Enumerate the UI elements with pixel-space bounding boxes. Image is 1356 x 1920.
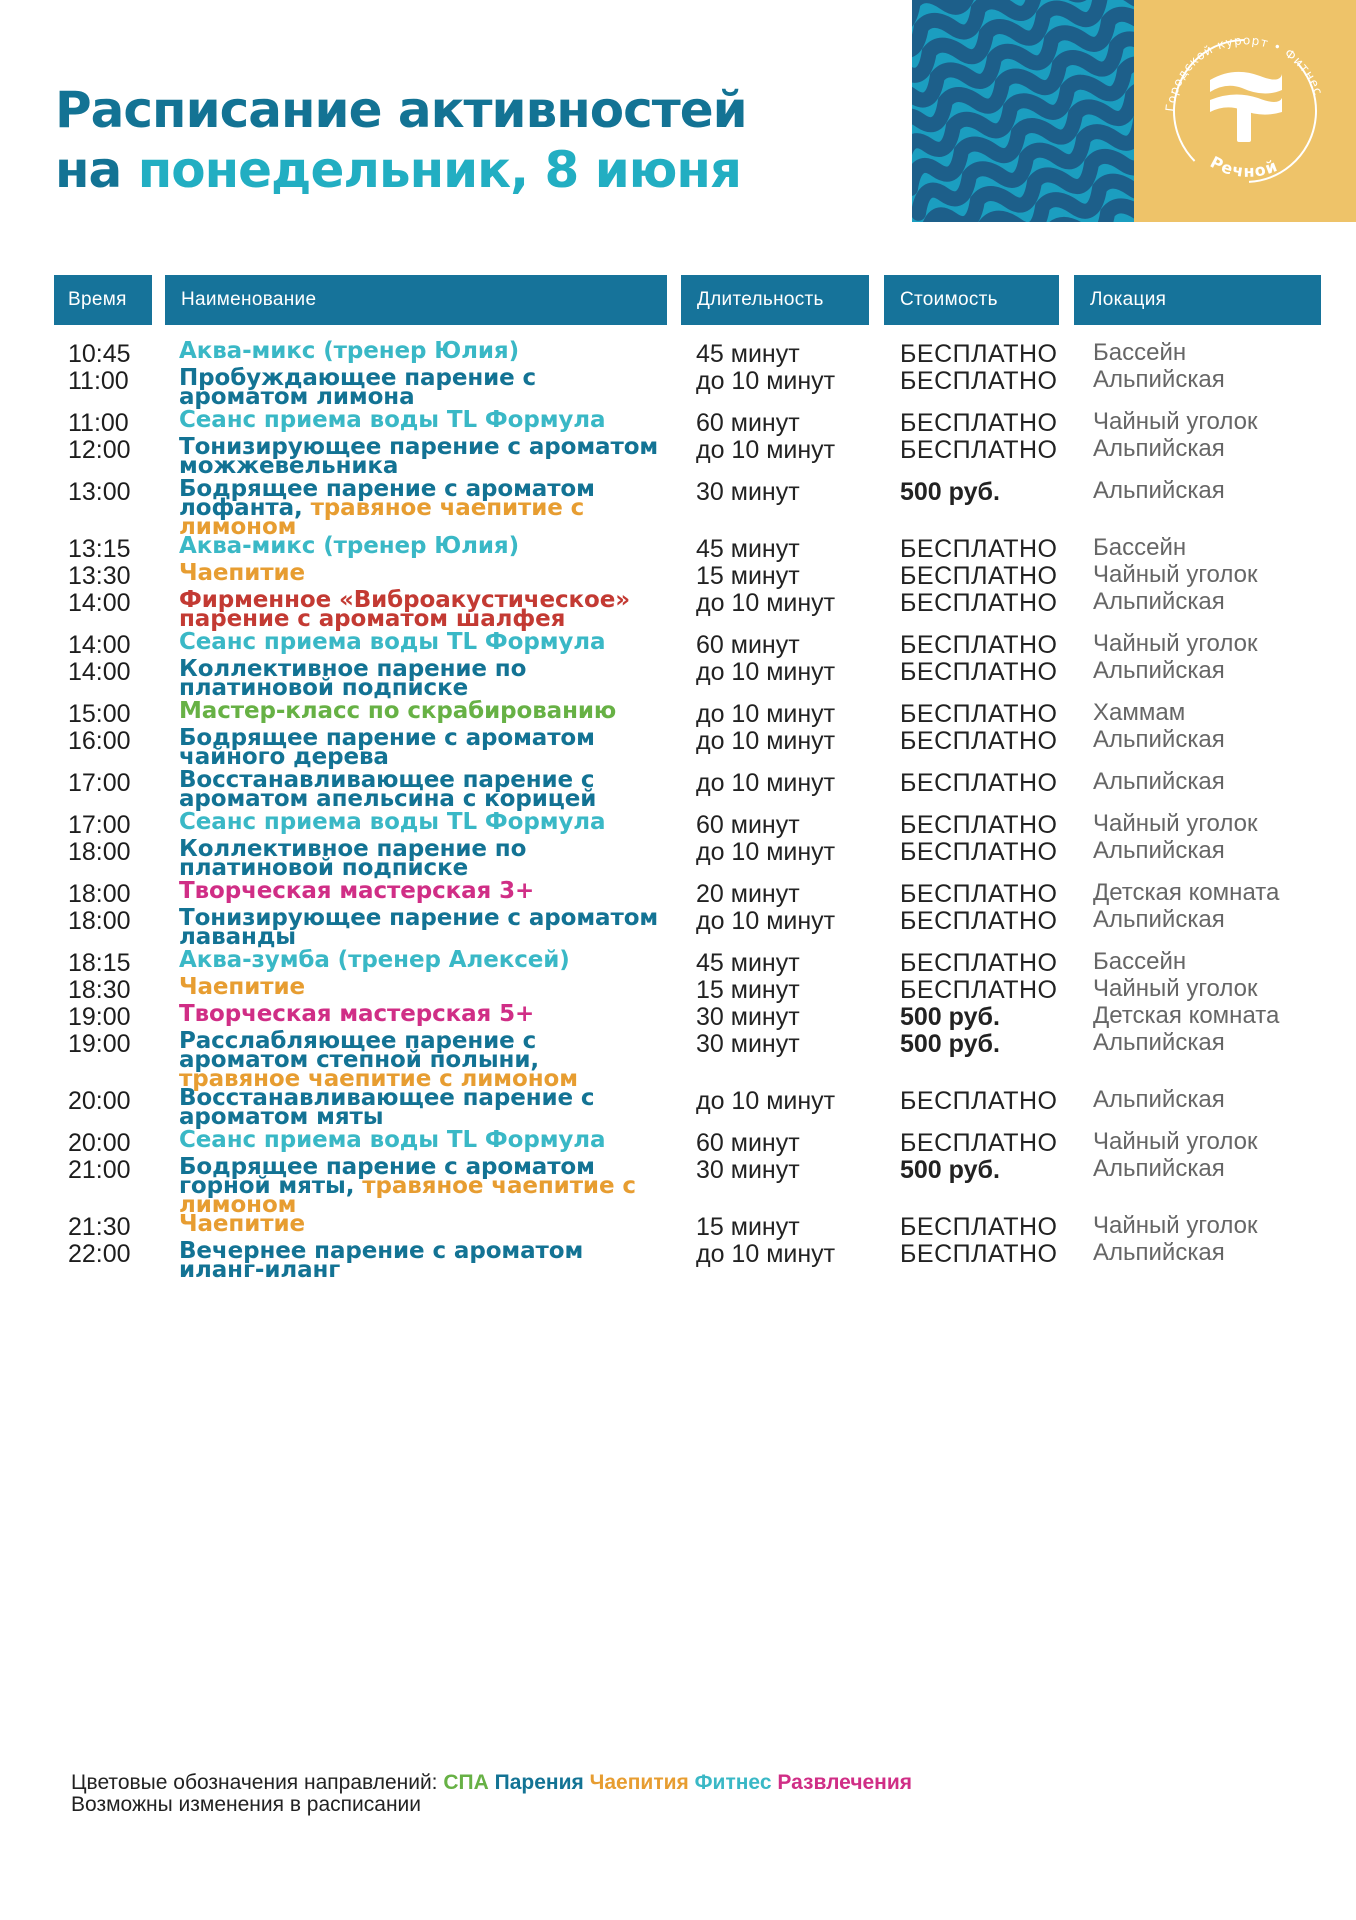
activity-name-part: Аква-микс (тренер Юлия) bbox=[179, 533, 520, 559]
legend-prefix: Цветовые обозначения направлений: bbox=[71, 1771, 444, 1794]
column-header-name: Наименование bbox=[165, 275, 667, 325]
row-location: Альпийская bbox=[1093, 435, 1225, 462]
row-duration: 45 минут bbox=[696, 535, 800, 563]
row-time: 11:00 bbox=[68, 367, 129, 395]
row-activity-name bbox=[179, 587, 659, 632]
row-time: 12:00 bbox=[68, 436, 131, 464]
row-duration: до 10 минут bbox=[696, 589, 836, 617]
table-row bbox=[54, 476, 1321, 540]
title-date: 8 июня bbox=[544, 141, 742, 199]
row-duration: 45 минут bbox=[696, 949, 800, 977]
brand-logo-icon bbox=[1134, 0, 1356, 222]
table-row bbox=[54, 1212, 1321, 1239]
table-row bbox=[54, 1154, 1321, 1218]
activity-name-part: травяное чаепитие с лимоном bbox=[179, 495, 585, 540]
table-row bbox=[54, 561, 1321, 588]
row-price: БЕСПЛАТНО bbox=[900, 700, 1058, 728]
row-time: 13:00 bbox=[68, 478, 131, 506]
row-duration: 30 минут bbox=[696, 1003, 800, 1031]
row-price: БЕСПЛАТНО bbox=[900, 880, 1058, 908]
activity-name-part: Аква-зумба (тренер Алексей) bbox=[179, 947, 570, 973]
row-price: БЕСПЛАТНО bbox=[900, 1213, 1058, 1241]
activity-name-part: Пробуждающее парение с ароматом лимона bbox=[179, 365, 537, 410]
row-location: Альпийская bbox=[1093, 768, 1225, 795]
row-duration: до 10 минут bbox=[696, 769, 836, 797]
row-location: Чайный уголок bbox=[1093, 408, 1258, 435]
row-location: Альпийская bbox=[1093, 1155, 1225, 1182]
row-location: Чайный уголок bbox=[1093, 1128, 1258, 1155]
row-activity-name bbox=[179, 338, 659, 364]
table-header bbox=[54, 275, 1321, 325]
activity-name-part: Чаепитие bbox=[179, 1211, 305, 1237]
row-price: БЕСПЛАТНО bbox=[900, 811, 1058, 839]
row-activity-name bbox=[179, 656, 659, 701]
row-location: Чайный уголок bbox=[1093, 561, 1258, 588]
row-activity-name bbox=[179, 365, 659, 410]
row-activity-name bbox=[179, 560, 659, 586]
row-location: Альпийская bbox=[1093, 477, 1225, 504]
row-time: 19:00 bbox=[68, 1030, 131, 1058]
table-row bbox=[54, 768, 1321, 810]
row-duration: до 10 минут bbox=[696, 367, 836, 395]
activity-name-part: Вечернее парение с ароматом иланг-иланг bbox=[179, 1238, 584, 1283]
row-duration: 60 минут bbox=[696, 811, 800, 839]
row-price: БЕСПЛАТНО bbox=[900, 838, 1058, 866]
row-location: Чайный уголок bbox=[1093, 975, 1258, 1002]
row-location: Альпийская bbox=[1093, 837, 1225, 864]
row-price: БЕСПЛАТНО bbox=[900, 340, 1058, 368]
legend-item: Развлечения bbox=[777, 1771, 913, 1794]
table-row bbox=[54, 1128, 1321, 1155]
row-activity-name bbox=[179, 1127, 659, 1153]
row-location: Чайный уголок bbox=[1093, 1212, 1258, 1239]
row-activity-name bbox=[179, 1085, 659, 1130]
row-price: БЕСПЛАТНО bbox=[900, 436, 1058, 464]
schedule-change-note: Возможны изменения в расписании bbox=[71, 1793, 422, 1816]
table-row bbox=[54, 879, 1321, 906]
table-row bbox=[54, 435, 1321, 477]
row-duration: 60 минут bbox=[696, 409, 800, 437]
legend-item: Парения bbox=[494, 1771, 584, 1794]
row-time: 21:00 bbox=[68, 1156, 131, 1184]
row-location: Чайный уголок bbox=[1093, 810, 1258, 837]
row-activity-name bbox=[179, 1211, 659, 1237]
row-activity-name bbox=[179, 947, 659, 973]
row-location: Альпийская bbox=[1093, 657, 1225, 684]
row-activity-name bbox=[179, 974, 659, 1000]
row-price: БЕСПЛАТНО bbox=[900, 409, 1058, 437]
row-duration: до 10 минут bbox=[696, 838, 836, 866]
activity-name-part: Бодрящее парение с ароматом лофанта, bbox=[179, 476, 595, 521]
row-price: БЕСПЛАТНО bbox=[900, 727, 1058, 755]
legend-item: Чаепития bbox=[589, 1771, 689, 1794]
row-location: Хаммам bbox=[1093, 699, 1186, 726]
row-activity-name bbox=[179, 905, 659, 950]
wave-pattern bbox=[912, 0, 1134, 222]
table-row bbox=[54, 699, 1321, 726]
row-price: 500 руб. bbox=[900, 478, 1000, 506]
row-time: 18:15 bbox=[68, 949, 131, 977]
row-duration: 60 минут bbox=[696, 1129, 800, 1157]
row-location: Бассейн bbox=[1093, 948, 1187, 975]
row-activity-name bbox=[179, 1001, 659, 1027]
table-row bbox=[54, 588, 1321, 630]
row-location: Альпийская bbox=[1093, 1086, 1225, 1113]
row-duration: 20 минут bbox=[696, 880, 800, 908]
activity-name-part: травяное чаепитие с лимоном bbox=[179, 1066, 578, 1092]
row-location: Альпийская bbox=[1093, 1239, 1225, 1266]
activity-name-part: Творческая мастерская 5+ bbox=[179, 1001, 535, 1027]
activity-name-part: Сеанс приема воды TL Формула bbox=[179, 809, 606, 835]
row-location: Альпийская bbox=[1093, 366, 1225, 393]
row-time: 17:00 bbox=[68, 769, 131, 797]
row-activity-name bbox=[179, 1238, 659, 1283]
row-duration: 15 минут bbox=[696, 562, 800, 590]
row-duration: до 10 минут bbox=[696, 1240, 836, 1268]
activity-name-part: Сеанс приема воды TL Формула bbox=[179, 407, 606, 433]
activity-name-part: Восстанавливающее парение с ароматом апельсина с корицей bbox=[179, 767, 597, 812]
activity-name-part: травяное чаепитие с лимоном bbox=[179, 1173, 636, 1218]
table-row bbox=[54, 1086, 1321, 1128]
row-price: БЕСПЛАТНО bbox=[900, 367, 1058, 395]
svg-text:Речной bbox=[1207, 152, 1280, 181]
row-duration: 15 минут bbox=[696, 976, 800, 1004]
row-duration: до 10 минут bbox=[696, 1087, 836, 1115]
row-duration: 15 минут bbox=[696, 1213, 800, 1241]
row-activity-name bbox=[179, 629, 659, 655]
row-location: Альпийская bbox=[1093, 726, 1225, 753]
row-price: БЕСПЛАТНО bbox=[900, 1087, 1058, 1115]
table-row bbox=[54, 975, 1321, 1002]
table-row bbox=[54, 948, 1321, 975]
row-duration: до 10 минут bbox=[696, 727, 836, 755]
row-price: БЕСПЛАТНО bbox=[900, 976, 1058, 1004]
table-row bbox=[54, 1028, 1321, 1092]
row-duration: 30 минут bbox=[696, 1030, 800, 1058]
table-row bbox=[54, 657, 1321, 699]
schedule-table bbox=[54, 275, 1321, 1281]
activity-name-part: Тонизирующее парение с ароматом лаванды bbox=[179, 905, 659, 950]
row-time: 19:00 bbox=[68, 1003, 131, 1031]
row-duration: до 10 минут bbox=[696, 436, 836, 464]
title-weekday: понедельник, bbox=[137, 141, 529, 199]
activity-name-part: Коллективное парение по платиновой подписке bbox=[179, 836, 527, 881]
activity-name-part: Коллективное парение по платиновой подписке bbox=[179, 656, 527, 701]
row-price: БЕСПЛАТНО bbox=[900, 562, 1058, 590]
column-header-duration: Длительность bbox=[681, 275, 869, 325]
row-time: 13:30 bbox=[68, 562, 131, 590]
row-duration: 30 минут bbox=[696, 1156, 800, 1184]
row-time: 14:00 bbox=[68, 589, 131, 617]
row-price: БЕСПЛАТНО bbox=[900, 631, 1058, 659]
title-line-1: Расписание активностей bbox=[55, 81, 747, 139]
row-time: 10:45 bbox=[68, 340, 131, 368]
row-time: 20:00 bbox=[68, 1087, 131, 1115]
row-price: БЕСПЛАТНО bbox=[900, 1129, 1058, 1157]
row-activity-name bbox=[179, 1154, 659, 1218]
row-activity-name bbox=[179, 836, 659, 881]
title-line-2-prefix: на bbox=[55, 141, 138, 199]
activity-name-part: Расслабляющее парение с ароматом степной полыни, bbox=[179, 1028, 539, 1073]
row-duration: до 10 минут bbox=[696, 907, 836, 935]
row-activity-name bbox=[179, 767, 659, 812]
logo-ring-text-bottom: Речной bbox=[1207, 152, 1281, 181]
column-header-location: Локация bbox=[1074, 275, 1321, 325]
row-time: 17:00 bbox=[68, 811, 131, 839]
row-price: БЕСПЛАТНО bbox=[900, 769, 1058, 797]
row-location: Альпийская bbox=[1093, 1029, 1225, 1056]
row-duration: до 10 минут bbox=[696, 700, 836, 728]
row-activity-name bbox=[179, 476, 659, 540]
row-activity-name bbox=[179, 725, 659, 770]
page-title bbox=[55, 80, 747, 200]
row-time: 18:00 bbox=[68, 838, 131, 866]
activity-name-part: Аква-микс (тренер Юлия) bbox=[179, 338, 520, 364]
table-row bbox=[54, 810, 1321, 837]
row-time: 14:00 bbox=[68, 631, 131, 659]
activity-name-part: Восстанавливающее парение с ароматом мяты bbox=[179, 1085, 595, 1130]
table-row bbox=[54, 1002, 1321, 1029]
table-row bbox=[54, 726, 1321, 768]
row-price: БЕСПЛАТНО bbox=[900, 1240, 1058, 1268]
table-body bbox=[54, 339, 1321, 1281]
row-location: Детская комната bbox=[1093, 1002, 1280, 1029]
table-row bbox=[54, 339, 1321, 366]
row-duration: 30 минут bbox=[696, 478, 800, 506]
activity-name-part: Бодрящее парение с ароматом чайного дерева bbox=[179, 725, 595, 770]
activity-name-part: Мастер-класс по скрабированию bbox=[179, 698, 617, 724]
row-time: 15:00 bbox=[68, 700, 131, 728]
table-row bbox=[54, 630, 1321, 657]
brand-logo-panel bbox=[1134, 0, 1356, 222]
activity-name-part: Бодрящее парение с ароматом горной мяты, bbox=[179, 1154, 595, 1199]
row-time: 18:00 bbox=[68, 880, 131, 908]
activity-name-part: Творческая мастерская 3+ bbox=[179, 878, 535, 904]
row-price: 500 руб. bbox=[900, 1003, 1000, 1031]
row-duration: 45 минут bbox=[696, 340, 800, 368]
row-activity-name bbox=[179, 878, 659, 904]
row-duration: 60 минут bbox=[696, 631, 800, 659]
legend-item: Фитнес bbox=[694, 1771, 772, 1794]
table-row bbox=[54, 1239, 1321, 1281]
row-location: Альпийская bbox=[1093, 906, 1225, 933]
row-time: 18:30 bbox=[68, 976, 131, 1004]
row-location: Детская комната bbox=[1093, 879, 1280, 906]
wave-pattern-graphic bbox=[912, 0, 1134, 222]
row-price: БЕСПЛАТНО bbox=[900, 589, 1058, 617]
row-price: 500 руб. bbox=[900, 1030, 1000, 1058]
row-location: Чайный уголок bbox=[1093, 630, 1258, 657]
row-price: БЕСПЛАТНО bbox=[900, 907, 1058, 935]
row-time: 21:30 bbox=[68, 1213, 131, 1241]
row-activity-name bbox=[179, 434, 659, 479]
activity-name-part: Чаепитие bbox=[179, 560, 305, 586]
row-activity-name bbox=[179, 533, 659, 559]
row-activity-name bbox=[179, 809, 659, 835]
row-time: 20:00 bbox=[68, 1129, 131, 1157]
table-row bbox=[54, 837, 1321, 879]
column-header-price: Стоимость bbox=[884, 275, 1059, 325]
logo-ring-text-top: Городской курорт • Фитнес bbox=[1162, 33, 1326, 113]
row-time: 18:00 bbox=[68, 907, 131, 935]
activity-name-part: Фирменное «Виброакустическое» парение с ароматом шалфея bbox=[179, 587, 631, 632]
row-location: Бассейн bbox=[1093, 339, 1187, 366]
activity-name-part: Сеанс приема воды TL Формула bbox=[179, 629, 606, 655]
table-row bbox=[54, 534, 1321, 561]
table-row bbox=[54, 906, 1321, 948]
row-price: 500 руб. bbox=[900, 1156, 1000, 1184]
row-time: 11:00 bbox=[68, 409, 129, 437]
row-activity-name bbox=[179, 698, 659, 724]
activity-name-part: Сеанс приема воды TL Формула bbox=[179, 1127, 606, 1153]
legend bbox=[71, 1772, 912, 1816]
row-price: БЕСПЛАТНО bbox=[900, 949, 1058, 977]
legend-item: СПА bbox=[443, 1771, 489, 1794]
row-location: Альпийская bbox=[1093, 588, 1225, 615]
row-time: 16:00 bbox=[68, 727, 131, 755]
activity-name-part: Чаепитие bbox=[179, 974, 305, 1000]
row-location: Бассейн bbox=[1093, 534, 1187, 561]
row-price: БЕСПЛАТНО bbox=[900, 535, 1058, 563]
row-price: БЕСПЛАТНО bbox=[900, 658, 1058, 686]
row-activity-name bbox=[179, 1028, 659, 1092]
column-header-time: Время bbox=[54, 275, 152, 325]
row-time: 22:00 bbox=[68, 1240, 131, 1268]
table-row bbox=[54, 366, 1321, 408]
row-duration: до 10 минут bbox=[696, 658, 836, 686]
page-header bbox=[0, 0, 1356, 240]
row-time: 14:00 bbox=[68, 658, 131, 686]
activity-name-part: Тонизирующее парение с ароматом можжевельника bbox=[179, 434, 659, 479]
legend-line bbox=[71, 1772, 912, 1794]
row-time: 13:15 bbox=[68, 535, 131, 563]
row-activity-name bbox=[179, 407, 659, 433]
table-row bbox=[54, 408, 1321, 435]
